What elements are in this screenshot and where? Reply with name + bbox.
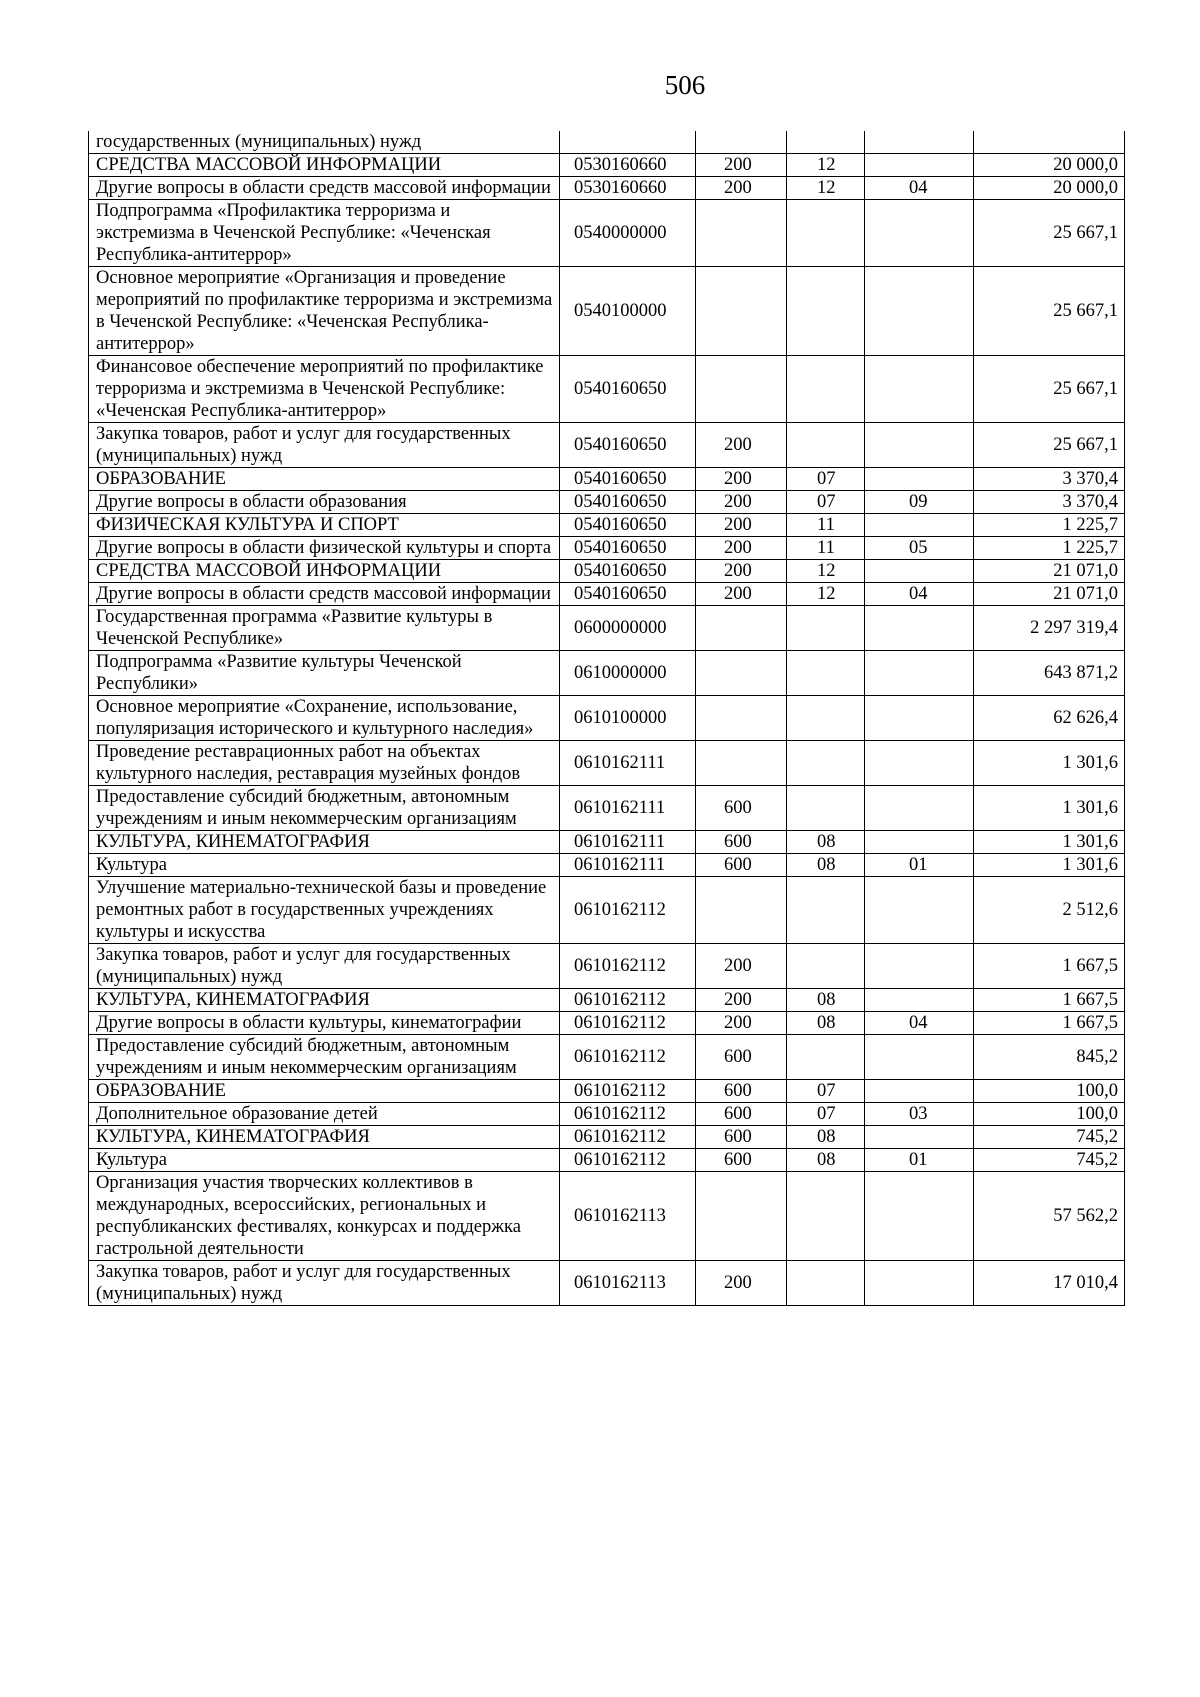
- target-article-code-cell: 0540160650: [560, 514, 696, 537]
- expense-type-code-cell: 200: [696, 583, 787, 606]
- table-row: [89, 423, 1125, 468]
- expense-type-code-cell: 200: [696, 154, 787, 177]
- target-article-code-cell: 0540160650: [560, 560, 696, 583]
- table-row: [89, 1261, 1125, 1306]
- item-name-cell: Предоставление субсидий бюджетным, автономным учреждениям и иным некоммерческим организациям: [89, 1035, 560, 1080]
- target-article-code-cell: 0540000000: [560, 200, 696, 267]
- section-code-cell: 07: [787, 1080, 865, 1103]
- target-article-code-cell: 0540160650: [560, 583, 696, 606]
- amount-cell: 1 301,6: [974, 831, 1125, 854]
- section-code-cell: [787, 423, 865, 468]
- section-code-cell: 08: [787, 854, 865, 877]
- amount-cell: 745,2: [974, 1126, 1125, 1149]
- expense-type-code-cell: 600: [696, 831, 787, 854]
- item-name-cell: Закупка товаров, работ и услуг для государственных (муниципальных) нужд: [89, 423, 560, 468]
- expense-type-code-cell: [696, 267, 787, 356]
- item-name-cell: Другие вопросы в области физической культуры и спорта: [89, 537, 560, 560]
- table-row: [89, 154, 1125, 177]
- expense-type-code-cell: [696, 131, 787, 154]
- section-code-cell: [787, 651, 865, 696]
- expense-type-code-cell: 600: [696, 1080, 787, 1103]
- subsection-code-cell: 01: [865, 1149, 974, 1172]
- expense-type-code-cell: 600: [696, 1035, 787, 1080]
- expense-type-code-cell: [696, 356, 787, 423]
- table-row: [89, 1080, 1125, 1103]
- amount-cell: 1 301,6: [974, 786, 1125, 831]
- amount-cell: [974, 131, 1125, 154]
- expense-type-code-cell: [696, 1172, 787, 1261]
- section-code-cell: 08: [787, 1012, 865, 1035]
- expense-type-code-cell: 600: [696, 1103, 787, 1126]
- table-row: [89, 1103, 1125, 1126]
- subsection-code-cell: [865, 696, 974, 741]
- expense-type-code-cell: [696, 606, 787, 651]
- section-code-cell: [787, 356, 865, 423]
- subsection-code-cell: [865, 468, 974, 491]
- target-article-code-cell: 0610162112: [560, 989, 696, 1012]
- item-name-cell: Проведение реставрационных работ на объектах культурного наследия, реставрация музейных фондов: [89, 741, 560, 786]
- amount-cell: 62 626,4: [974, 696, 1125, 741]
- amount-cell: 845,2: [974, 1035, 1125, 1080]
- target-article-code-cell: [560, 131, 696, 154]
- subsection-code-cell: [865, 200, 974, 267]
- section-code-cell: 08: [787, 831, 865, 854]
- item-name-cell: Закупка товаров, работ и услуг для государственных (муниципальных) нужд: [89, 944, 560, 989]
- amount-cell: 1 225,7: [974, 537, 1125, 560]
- target-article-code-cell: 0610162112: [560, 1035, 696, 1080]
- subsection-code-cell: [865, 1261, 974, 1306]
- subsection-code-cell: [865, 267, 974, 356]
- subsection-code-cell: 01: [865, 854, 974, 877]
- item-name-cell: ОБРАЗОВАНИЕ: [89, 468, 560, 491]
- expense-type-code-cell: 200: [696, 514, 787, 537]
- subsection-code-cell: [865, 356, 974, 423]
- item-name-cell: Основное мероприятие «Сохранение, использование, популяризация исторического и культурного наследия»: [89, 696, 560, 741]
- item-name-cell: Улучшение материально-технической базы и проведение ремонтных работ в государственных учреждениях культуры и искусства: [89, 877, 560, 944]
- amount-cell: 745,2: [974, 1149, 1125, 1172]
- expense-type-code-cell: 200: [696, 1261, 787, 1306]
- target-article-code-cell: 0540160650: [560, 356, 696, 423]
- subsection-code-cell: [865, 423, 974, 468]
- table-row: [89, 1149, 1125, 1172]
- target-article-code-cell: 0610000000: [560, 651, 696, 696]
- table-row: [89, 514, 1125, 537]
- amount-cell: 3 370,4: [974, 468, 1125, 491]
- table-row: [89, 831, 1125, 854]
- subsection-code-cell: [865, 989, 974, 1012]
- expense-type-code-cell: [696, 741, 787, 786]
- subsection-code-cell: [865, 1126, 974, 1149]
- section-code-cell: 08: [787, 1149, 865, 1172]
- section-code-cell: [787, 877, 865, 944]
- table-row: [89, 491, 1125, 514]
- target-article-code-cell: 0610162112: [560, 944, 696, 989]
- target-article-code-cell: 0610162112: [560, 1080, 696, 1103]
- table-row: [89, 741, 1125, 786]
- target-article-code-cell: 0610162111: [560, 854, 696, 877]
- subsection-code-cell: [865, 131, 974, 154]
- section-code-cell: 12: [787, 583, 865, 606]
- table-row: [89, 696, 1125, 741]
- item-name-cell: Дополнительное образование детей: [89, 1103, 560, 1126]
- section-code-cell: 11: [787, 514, 865, 537]
- table-row: [89, 786, 1125, 831]
- subsection-code-cell: [865, 944, 974, 989]
- amount-cell: 3 370,4: [974, 491, 1125, 514]
- section-code-cell: [787, 741, 865, 786]
- subsection-code-cell: [865, 1080, 974, 1103]
- amount-cell: 1 667,5: [974, 989, 1125, 1012]
- target-article-code-cell: 0610162113: [560, 1172, 696, 1261]
- table-row: [89, 1126, 1125, 1149]
- section-code-cell: 08: [787, 1126, 865, 1149]
- item-name-cell: Культура: [89, 854, 560, 877]
- expense-type-code-cell: 200: [696, 177, 787, 200]
- section-code-cell: 11: [787, 537, 865, 560]
- item-name-cell: СРЕДСТВА МАССОВОЙ ИНФОРМАЦИИ: [89, 560, 560, 583]
- subsection-code-cell: [865, 877, 974, 944]
- table-row: [89, 877, 1125, 944]
- item-name-cell: государственных (муниципальных) нужд: [89, 131, 560, 154]
- item-name-cell: Другие вопросы в области культуры, кинематографии: [89, 1012, 560, 1035]
- table-row: [89, 583, 1125, 606]
- expense-type-code-cell: 200: [696, 989, 787, 1012]
- subsection-code-cell: 04: [865, 1012, 974, 1035]
- item-name-cell: ФИЗИЧЕСКАЯ КУЛЬТУРА И СПОРТ: [89, 514, 560, 537]
- item-name-cell: КУЛЬТУРА, КИНЕМАТОГРАФИЯ: [89, 831, 560, 854]
- subsection-code-cell: 05: [865, 537, 974, 560]
- section-code-cell: 07: [787, 1103, 865, 1126]
- item-name-cell: Подпрограмма «Развитие культуры Чеченской Республики»: [89, 651, 560, 696]
- item-name-cell: СРЕДСТВА МАССОВОЙ ИНФОРМАЦИИ: [89, 154, 560, 177]
- amount-cell: 25 667,1: [974, 200, 1125, 267]
- table-row: [89, 1172, 1125, 1261]
- table-row: [89, 267, 1125, 356]
- amount-cell: 57 562,2: [974, 1172, 1125, 1261]
- target-article-code-cell: 0610162111: [560, 831, 696, 854]
- target-article-code-cell: 0540160650: [560, 423, 696, 468]
- target-article-code-cell: 0530160660: [560, 177, 696, 200]
- section-code-cell: 07: [787, 468, 865, 491]
- section-code-cell: [787, 267, 865, 356]
- target-article-code-cell: 0610100000: [560, 696, 696, 741]
- amount-cell: 1 301,6: [974, 741, 1125, 786]
- amount-cell: 643 871,2: [974, 651, 1125, 696]
- subsection-code-cell: [865, 786, 974, 831]
- amount-cell: 25 667,1: [974, 267, 1125, 356]
- expense-type-code-cell: [696, 651, 787, 696]
- item-name-cell: Подпрограмма «Профилактика терроризма и экстремизма в Чеченской Республике: «Чеченская Республика-антитеррор»: [89, 200, 560, 267]
- subsection-code-cell: 03: [865, 1103, 974, 1126]
- item-name-cell: Культура: [89, 1149, 560, 1172]
- target-article-code-cell: 0610162111: [560, 786, 696, 831]
- item-name-cell: Предоставление субсидий бюджетным, автономным учреждениям и иным некоммерческим организациям: [89, 786, 560, 831]
- table-row: [89, 606, 1125, 651]
- section-code-cell: [787, 131, 865, 154]
- expense-type-code-cell: 600: [696, 1126, 787, 1149]
- section-code-cell: [787, 1261, 865, 1306]
- subsection-code-cell: [865, 514, 974, 537]
- amount-cell: 2 512,6: [974, 877, 1125, 944]
- expense-type-code-cell: 200: [696, 560, 787, 583]
- item-name-cell: Основное мероприятие «Организация и проведение мероприятий по профилактике терроризма и экстремизма в Чеченской Республике: «Чеченская Республика-антитеррор»: [89, 267, 560, 356]
- target-article-code-cell: 0610162112: [560, 1012, 696, 1035]
- subsection-code-cell: [865, 651, 974, 696]
- table-body: [89, 131, 1125, 1306]
- table-row: [89, 200, 1125, 267]
- amount-cell: 20 000,0: [974, 177, 1125, 200]
- expense-type-code-cell: 200: [696, 423, 787, 468]
- amount-cell: 20 000,0: [974, 154, 1125, 177]
- section-code-cell: [787, 1035, 865, 1080]
- expense-type-code-cell: 200: [696, 1012, 787, 1035]
- subsection-code-cell: 04: [865, 583, 974, 606]
- subsection-code-cell: [865, 1172, 974, 1261]
- item-name-cell: КУЛЬТУРА, КИНЕМАТОГРАФИЯ: [89, 989, 560, 1012]
- table-row: [89, 356, 1125, 423]
- subsection-code-cell: [865, 831, 974, 854]
- item-name-cell: Закупка товаров, работ и услуг для государственных (муниципальных) нужд: [89, 1261, 560, 1306]
- table-row: [89, 1035, 1125, 1080]
- table-row: [89, 560, 1125, 583]
- target-article-code-cell: 0610162113: [560, 1261, 696, 1306]
- subsection-code-cell: [865, 741, 974, 786]
- section-code-cell: [787, 944, 865, 989]
- target-article-code-cell: 0610162111: [560, 741, 696, 786]
- table-row: [89, 537, 1125, 560]
- target-article-code-cell: 0540160650: [560, 537, 696, 560]
- amount-cell: 2 297 319,4: [974, 606, 1125, 651]
- expense-type-code-cell: [696, 877, 787, 944]
- target-article-code-cell: 0540160650: [560, 468, 696, 491]
- table-row: [89, 989, 1125, 1012]
- amount-cell: 100,0: [974, 1080, 1125, 1103]
- table-row: [89, 468, 1125, 491]
- amount-cell: 21 071,0: [974, 560, 1125, 583]
- subsection-code-cell: 09: [865, 491, 974, 514]
- target-article-code-cell: 0530160660: [560, 154, 696, 177]
- table-row: [89, 854, 1125, 877]
- item-name-cell: Другие вопросы в области средств массовой информации: [89, 583, 560, 606]
- budget-table: [88, 131, 1125, 1306]
- target-article-code-cell: 0540100000: [560, 267, 696, 356]
- expense-type-code-cell: 600: [696, 786, 787, 831]
- table-row: [89, 651, 1125, 696]
- amount-cell: 1 225,7: [974, 514, 1125, 537]
- target-article-code-cell: 0540160650: [560, 491, 696, 514]
- subsection-code-cell: [865, 560, 974, 583]
- amount-cell: 1 667,5: [974, 1012, 1125, 1035]
- item-name-cell: ОБРАЗОВАНИЕ: [89, 1080, 560, 1103]
- table-row: [89, 944, 1125, 989]
- section-code-cell: 12: [787, 154, 865, 177]
- item-name-cell: КУЛЬТУРА, КИНЕМАТОГРАФИЯ: [89, 1126, 560, 1149]
- target-article-code-cell: 0610162112: [560, 1126, 696, 1149]
- target-article-code-cell: 0610162112: [560, 877, 696, 944]
- expense-type-code-cell: 600: [696, 1149, 787, 1172]
- target-article-code-cell: 0600000000: [560, 606, 696, 651]
- expense-type-code-cell: 200: [696, 537, 787, 560]
- section-code-cell: [787, 1172, 865, 1261]
- section-code-cell: 12: [787, 177, 865, 200]
- amount-cell: 17 010,4: [974, 1261, 1125, 1306]
- table-row: [89, 1012, 1125, 1035]
- target-article-code-cell: 0610162112: [560, 1103, 696, 1126]
- subsection-code-cell: [865, 154, 974, 177]
- section-code-cell: [787, 200, 865, 267]
- amount-cell: 25 667,1: [974, 356, 1125, 423]
- section-code-cell: [787, 696, 865, 741]
- expense-type-code-cell: [696, 200, 787, 267]
- amount-cell: 21 071,0: [974, 583, 1125, 606]
- section-code-cell: 08: [787, 989, 865, 1012]
- amount-cell: 1 301,6: [974, 854, 1125, 877]
- item-name-cell: Финансовое обеспечение мероприятий по профилактике терроризма и экстремизма в Чеченской Республике: «Чеченская Республика-антитеррор»: [89, 356, 560, 423]
- page-number: 506: [664, 70, 706, 100]
- subsection-code-cell: [865, 1035, 974, 1080]
- expense-type-code-cell: [696, 696, 787, 741]
- item-name-cell: Другие вопросы в области средств массовой информации: [89, 177, 560, 200]
- subsection-code-cell: [865, 606, 974, 651]
- section-code-cell: [787, 786, 865, 831]
- item-name-cell: Организация участия творческих коллективов в международных, всероссийских, региональных и республиканских фестивалях, конкурсах и поддержка гастрольной деятельности: [89, 1172, 560, 1261]
- amount-cell: 25 667,1: [974, 423, 1125, 468]
- table-row: [89, 131, 1125, 154]
- expense-type-code-cell: 200: [696, 944, 787, 989]
- expense-type-code-cell: 200: [696, 491, 787, 514]
- amount-cell: 100,0: [974, 1103, 1125, 1126]
- table-row: [89, 177, 1125, 200]
- subsection-code-cell: 04: [865, 177, 974, 200]
- item-name-cell: Другие вопросы в области образования: [89, 491, 560, 514]
- expense-type-code-cell: 600: [696, 854, 787, 877]
- section-code-cell: 07: [787, 491, 865, 514]
- section-code-cell: [787, 606, 865, 651]
- section-code-cell: 12: [787, 560, 865, 583]
- target-article-code-cell: 0610162112: [560, 1149, 696, 1172]
- expense-type-code-cell: 200: [696, 468, 787, 491]
- item-name-cell: Государственная программа «Развитие культуры в Чеченской Республике»: [89, 606, 560, 651]
- amount-cell: 1 667,5: [974, 944, 1125, 989]
